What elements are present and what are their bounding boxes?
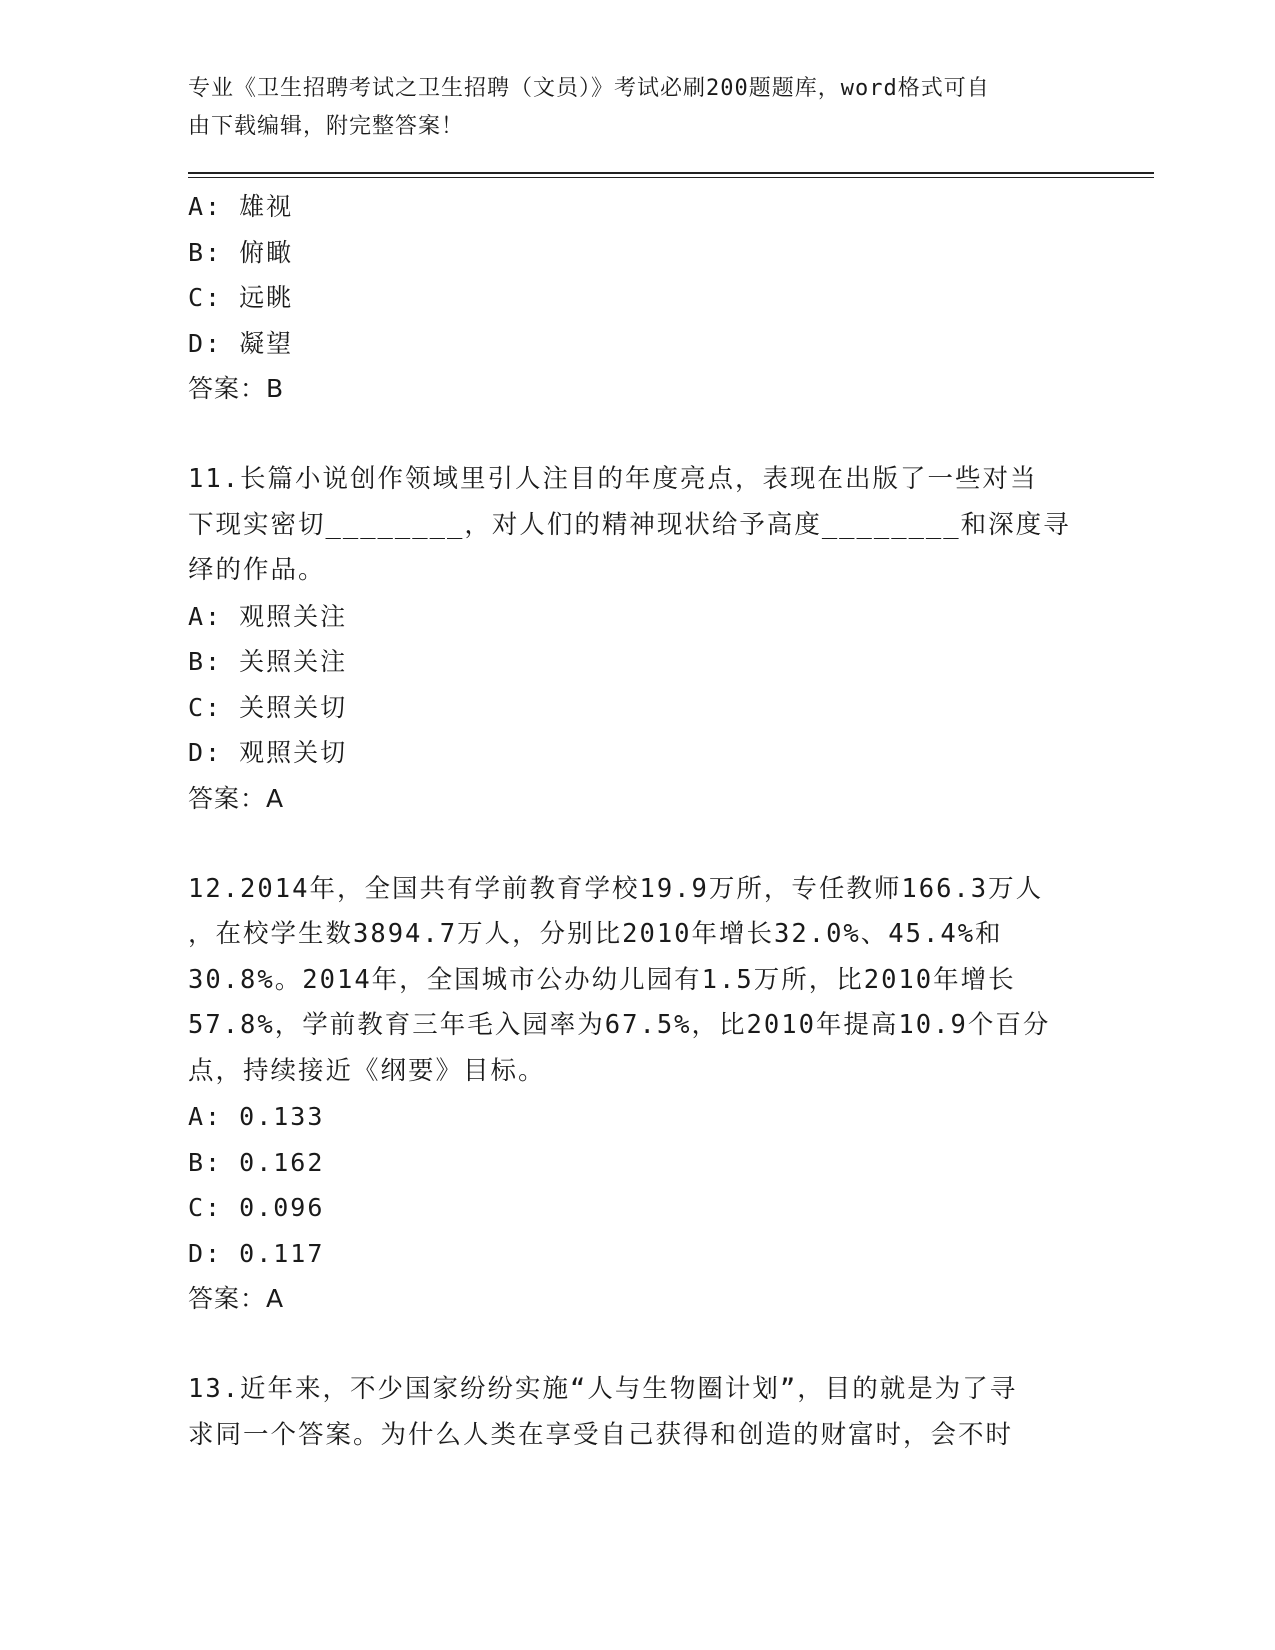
option-d: D: 观照关切: [188, 738, 348, 767]
option-c: C: 远眺: [188, 283, 294, 312]
option-b: B: 俯瞰: [188, 237, 294, 267]
option-d: D: 凝望: [188, 328, 294, 358]
option-b: B: 0.162: [188, 1147, 325, 1177]
question-text-line: 57.8%，学前教育三年毛入园率为67.5%，比2010年提高10.9个百分: [188, 1010, 1051, 1040]
question-10: [188, 184, 1148, 411]
question-text-line: 13.近年来，不少国家纷纷实施“人与生物圈计划”，目的就是为了寻: [188, 1374, 1018, 1404]
option-c: C: 关照关切: [188, 692, 348, 722]
question-text-line: 绎的作品。: [188, 555, 326, 585]
option-a: A: 雄视: [188, 192, 294, 221]
spacer: [188, 821, 1148, 867]
option-a: A: 0.133: [188, 1102, 325, 1131]
header-line-2: 由下载编辑，附完整答案！: [188, 114, 465, 139]
option-b: B: 关照关注: [188, 647, 348, 676]
option-c: C: 0.096: [188, 1193, 325, 1222]
document-page: [188, 70, 1148, 1458]
question-text-line: 求同一个答案。为什么人类在享受自己获得和创造的财富时，会不时: [188, 1419, 1014, 1450]
question-text-line: 11.长篇小说创作领域里引人注目的年度亮点，表现在出版了一些对当: [188, 464, 1038, 494]
question-12: [188, 867, 1148, 1322]
answer: 答案：B: [188, 374, 285, 403]
question-13: [188, 1367, 1148, 1458]
option-a: A: 观照关注: [188, 601, 348, 631]
header-divider: [188, 172, 1154, 178]
option-d: D: 0.117: [188, 1238, 325, 1268]
question-11: [188, 457, 1148, 821]
question-text-line: 12.2014年，全国共有学前教育学校19.9万所，专任教师166.3万人: [188, 873, 1044, 904]
question-text-line: 下现实密切________，对人们的精神现状给予高度________和深度寻: [188, 509, 1071, 540]
spacer: [188, 1321, 1148, 1367]
spacer: [188, 411, 1148, 457]
question-text-line: 点，持续接近《纲要》目标。: [188, 1055, 546, 1086]
question-text-line: ，在校学生数3894.7万人，分别比2010年增长32.0%、45.4%和: [188, 919, 1003, 949]
answer: 答案：A: [188, 783, 285, 813]
answer: 答案：A: [188, 1284, 285, 1313]
question-text-line: 30.8%。2014年，全国城市公办幼儿园有1.5万所，比2010年增长: [188, 964, 1016, 995]
header-line-1: 专业《卫生招聘考试之卫生招聘（文员）》考试必刷200题题库，word格式可自: [188, 76, 990, 101]
document-header: [188, 70, 1068, 146]
